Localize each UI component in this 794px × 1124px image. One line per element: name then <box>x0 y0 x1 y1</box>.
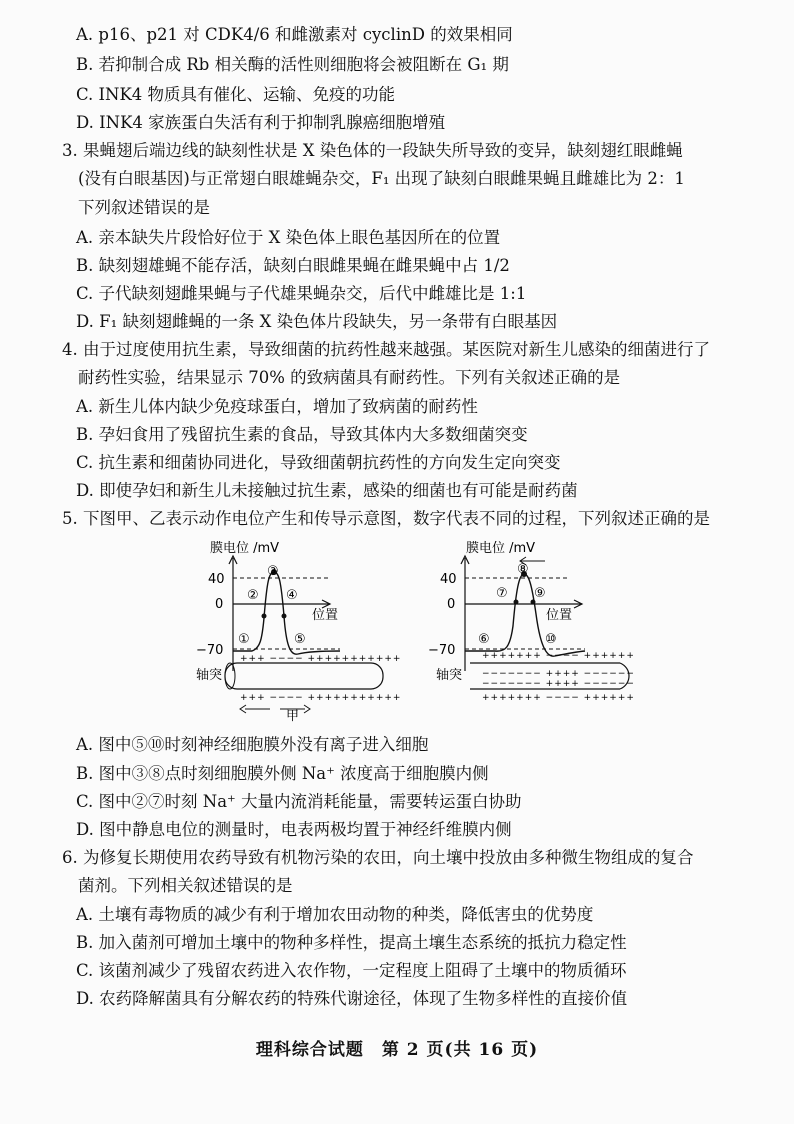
left-xlabel: 位置 <box>312 608 339 623</box>
q5-option-a: A. 图中⑤⑩时刻神经细胞膜外没有离子进入细胞 <box>76 735 429 754</box>
left-tick-70: −70 <box>196 643 224 658</box>
q5-option-b: B. 图中③⑧点时刻细胞膜外侧 Na⁺ 浓度高于细胞膜内侧 <box>76 764 489 783</box>
q6-stem-line-2: 菌剂。下列相关叙述错误的是 <box>78 876 293 895</box>
left-point-5: ⑤ <box>294 632 306 647</box>
right-charge-inner-top: −−−−−−− ++++ −−−−−− <box>482 669 635 679</box>
left-point-3: ③ <box>267 564 279 579</box>
q3-stem-line-3: 下列叙述错误的是 <box>78 198 210 217</box>
q6-option-b: B. 加入菌剂可增加土壤中的物种多样性，提高土壤生态系统的抵抗力稳定性 <box>76 933 627 952</box>
q2-option-d: D. INK4 家族蛋白失活有利于抑制乳腺癌细胞增殖 <box>76 113 446 132</box>
q6-option-d: D. 农药降解菌具有分解农药的特殊代谢途径，体现了生物多样性的直接价值 <box>76 989 628 1008</box>
q4-option-b: B. 孕妇食用了残留抗生素的食品，导致其体内大多数细菌突变 <box>76 425 528 444</box>
left-charge-bottom: +++ −−−− +++++++++++ <box>240 693 402 703</box>
q5-option-d: D. 图中静息电位的测量时，电表两极均置于神经纤维膜内侧 <box>76 820 512 839</box>
q3-option-b: B. 缺刻翅雄蝇不能存活，缺刻白眼雌果蝇在雌果蝇中占 1/2 <box>76 256 510 275</box>
q3-option-d: D. F₁ 缺刻翅雌蝇的一条 X 染色体片段缺失，另一条带有白眼基因 <box>76 312 558 331</box>
left-point-2: ② <box>247 588 259 603</box>
figure-left <box>196 540 401 724</box>
left-tick-40: 40 <box>208 572 225 587</box>
right-point-7: ⑦ <box>496 586 508 601</box>
left-charge-top: +++ −−−− +++++++++++ <box>240 654 402 664</box>
q2-option-b: B. 若抑制合成 Rb 相关酶的活性则细胞将会被阻断在 G₁ 期 <box>76 55 509 74</box>
right-charge-top: +++++++ −−−− ++++++ <box>482 651 635 661</box>
left-point-4: ④ <box>286 588 298 603</box>
q4-option-d: D. 即使孕妇和新生儿未接触过抗生素，感染的细菌也有可能是耐药菌 <box>76 481 578 500</box>
right-charge-bottom: +++++++ −−−− ++++++ <box>482 693 635 703</box>
left-caption: 甲 <box>286 709 300 724</box>
right-tick-0: 0 <box>447 597 456 612</box>
right-charge-inner-bottom: −−−−−−− ++++ −−−−−− <box>482 679 635 689</box>
action-potential-figure <box>190 536 750 726</box>
q2-option-a: A. p16、p21 对 CDK4/6 和雌激素对 cyclinD 的效果相同 <box>76 25 513 44</box>
right-axon-label: 轴突 <box>436 668 463 683</box>
q6-option-a: A. 土壤有毒物质的减少有利于增加农田动物的种类，降低害虫的优势度 <box>76 905 594 924</box>
right-ylabel: 膜电位 /mV <box>466 541 536 556</box>
q6-stem-line-1: 6. 为修复长期使用农药导致有机物污染的农田，向土壤中投放由多种微生物组成的复合 <box>62 848 694 867</box>
q6-option-c: C. 该菌剂减少了残留农药进入农作物，一定程度上阻碍了土壤中的物质循环 <box>76 961 627 980</box>
q3-stem-line-1: 3. 果蝇翅后端边线的缺刻性状是 X 染色体的一段缺失所导致的变异，缺刻翅红眼雌蝇 <box>62 141 683 160</box>
right-point-6: ⑥ <box>478 632 490 647</box>
right-tick-70: −70 <box>428 643 456 658</box>
right-tick-40: 40 <box>440 572 457 587</box>
figure-right <box>428 540 635 703</box>
q5-option-c: C. 图中②⑦时刻 Na⁺ 大量内流消耗能量，需要转运蛋白协助 <box>76 792 522 811</box>
action-potential-diagram <box>190 536 750 726</box>
right-xlabel: 位置 <box>546 608 573 623</box>
right-point-8: ⑧ <box>517 562 529 577</box>
q3-option-c: C. 子代缺刻翅雌果蝇与子代雄果蝇杂交，后代中雌雄比是 1:1 <box>76 284 527 303</box>
right-point-9: ⑨ <box>534 586 546 601</box>
q3-stem-line-2: (没有白眼基因)与正常翅白眼雄蝇杂交，F₁ 出现了缺刻白眼雌果蝇且雌雄比为 2：1 <box>78 169 685 188</box>
q4-stem-line-1: 4. 由于过度使用抗生素，导致细菌的抗药性越来越强。某医院对新生儿感染的细菌进行了 <box>62 340 710 359</box>
q4-option-a: A. 新生儿体内缺少免疫球蛋白，增加了致病菌的耐药性 <box>76 397 478 416</box>
page-footer: 理科综合试题 第 2 页(共 16 页) <box>255 1040 539 1060</box>
q3-option-a: A. 亲本缺失片段恰好位于 X 染色体上眼色基因所在的位置 <box>76 228 501 247</box>
q2-option-c: C. INK4 物质具有催化、运输、免疫的功能 <box>76 85 396 104</box>
q4-stem-line-2: 耐药性实验，结果显示 70% 的致病菌具有耐药性。下列有关叙述正确的是 <box>78 368 621 387</box>
left-point-1: ① <box>238 632 250 647</box>
q4-option-c: C. 抗生素和细菌协同进化，导致细菌朝抗药性的方向发生定向突变 <box>76 453 561 472</box>
right-point-10: ⑩ <box>545 632 557 647</box>
left-ylabel: 膜电位 /mV <box>210 541 280 556</box>
left-axon-label: 轴突 <box>196 668 223 683</box>
left-tick-0: 0 <box>215 597 224 612</box>
q5-stem: 5. 下图甲、乙表示动作电位产生和传导示意图，数字代表不同的过程，下列叙述正确的是 <box>62 509 710 528</box>
left-axon <box>225 663 383 689</box>
